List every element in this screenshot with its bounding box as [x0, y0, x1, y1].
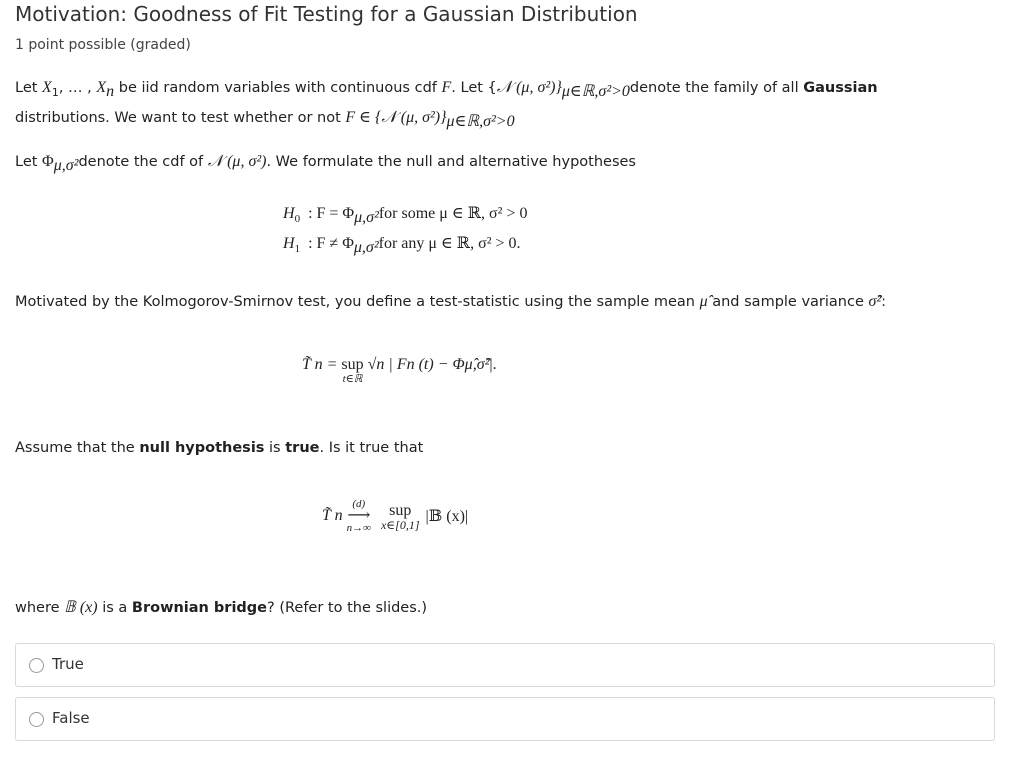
paragraph-ks: Motivated by the Kolmogorov-Smirnov test, you define a test-statistic using the sample mean μ̂ and sample variance σ̂²:: [15, 293, 887, 310]
option-true-label: True: [52, 655, 84, 673]
problem-title: Motivation: Goodness of Fit Testing for a Gaussian Distribution: [15, 2, 638, 26]
paragraph-intro: Let $X_1$, … , $X_n$ be iid random variables with continuous cdf F. Let {𝒩 (μ, $\sigma^2)\}_{\mu\in ℝ,\sigma^2>0}denote$ the family of all Gaussian distributions. We want to test whether or not F ∈ {𝒩 (μ, $\sigma^2)\}_{\mu\in ℝ,\sigma^2>0}$: [15, 79, 878, 130]
null-hypothesis: $H_0$ : $F = \Phi_{\mu,\sigma^2}for$ some μ ∈ ℝ, σ² > 0: [283, 205, 528, 227]
paragraph-brownian: where 𝔹 (x) is a Brownian bridge? (Refer to the slides.): [15, 599, 428, 616]
paragraph-cdf: Let $\Phi_{\mu,\sigma^2}denote$ the cdf of 𝒩 (μ, σ²). We formulate the null and alternative hypotheses: [15, 153, 636, 174]
option-false[interactable]: [15, 697, 995, 741]
radio-false[interactable]: [29, 712, 44, 727]
radio-true[interactable]: [29, 658, 44, 673]
convergence-equation: T̃ n (d) ⟶ n→∞ sup x∈[0,1] |𝔹 (x)|: [322, 498, 469, 534]
option-false-label: False: [52, 709, 90, 727]
test-statistic-equation: T̃ n = sup t∈ℝ √n | Fn (t) − Φ μ̂,σ̂² |.: [302, 356, 497, 385]
paragraph-assume: Assume that the null hypothesis is true. Is it true that: [15, 440, 424, 456]
points-label: 1 point possible (graded): [15, 37, 191, 53]
alternative-hypothesis: $H_1$ : $F \ne \Phi_{\mu,\sigma^2}for$ any μ ∈ ℝ, σ² > 0.: [283, 235, 521, 257]
option-true[interactable]: [15, 643, 995, 687]
